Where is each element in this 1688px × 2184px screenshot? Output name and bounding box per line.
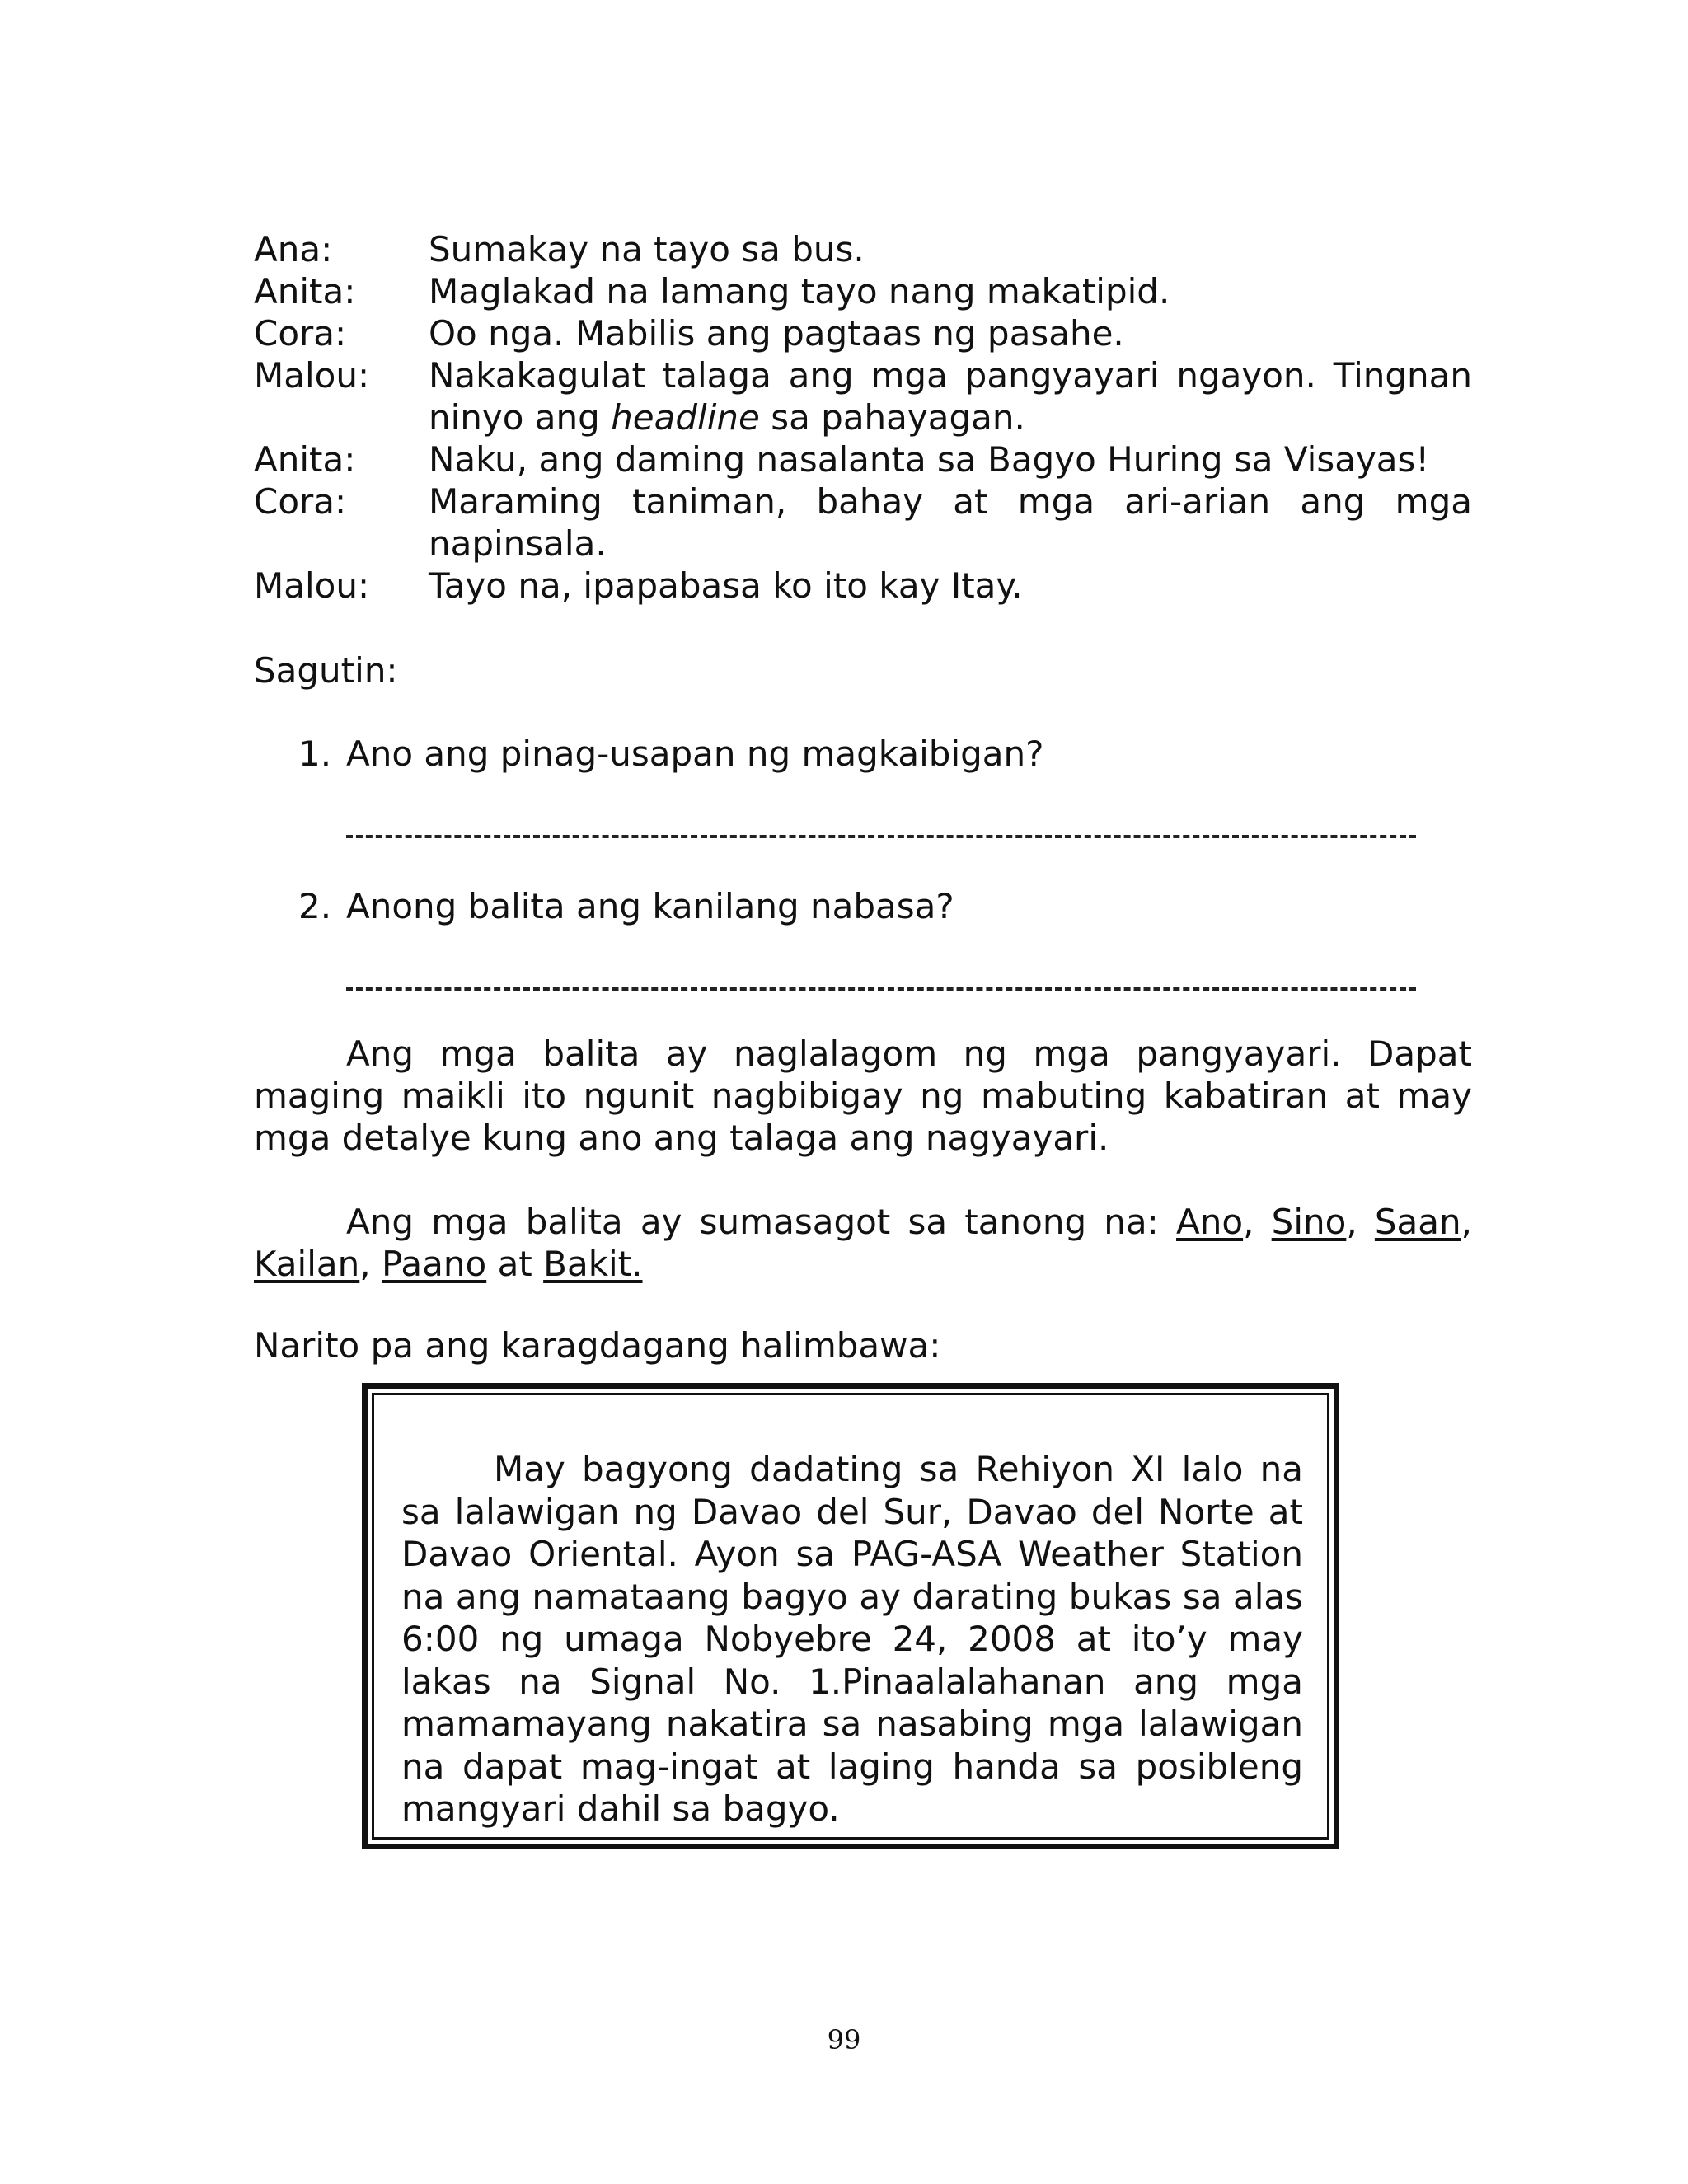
dialogue-text: Naku, ang daming nasalanta sa Bagyo Huring sa Visayas! [429,439,1430,480]
dialogue-text: Tayo na, ipapabasa ko ito kay Itay. [429,565,1023,606]
question-item [298,885,954,927]
news-text-body: May bagyong dadating sa Rehiyon XI lalo na sa lalawigan ng Davao del Sur, Davao del Norte at Davao Oriental. Ayon sa PAG-ASA Weather Station na ang namataang bagyo ay darating bukas sa alas 6:00 ng umaga Nobyebre 24, 2008 at ito’y may lakas na Signal No. 1.Pinaalalahanan ang mga mamamayang nakatira sa nasabing mga lalawigan na dapat mag-ingat at laging handa sa posibleng mangyari dahil sa bagyo. [401,1449,1303,1829]
sagutin-label: Sagutin: [254,650,398,691]
news-example-text [401,1448,1303,1830]
question-word-ano: Ano [1176,1202,1244,1242]
page-number: 99 [827,2024,861,2055]
dialogue-line [254,480,1472,565]
dialogue-line [254,228,1472,270]
question-item [298,733,1043,775]
paragraph-intro: Ang mga balita ay sumasagot sa tanong na: [346,1202,1177,1242]
answer-blank-line[interactable] [346,835,1416,838]
comma-separator: , [359,1244,371,1284]
speaker-name: Anita: [254,439,356,480]
example-intro: Narito pa ang karagdagang halimbawa: [254,1325,941,1366]
speaker-name: Malou: [254,355,370,396]
question-word-paano: Paano [381,1244,487,1284]
news-example-box [362,1383,1339,1849]
dialogue-text: Oo nga. Mabilis ang pagtaas ng pasahe. [429,313,1124,354]
dialogue-line [254,354,1472,438]
question-word-kailan: Kailan [254,1244,360,1284]
paragraph-text: Ang mga balita ay naglalagom ng mga pangyayari. Dapat maging maikli ito ngunit nagbibigay ng mabuting kabatiran at may mga detalye kung ano ang talaga ang nagyayari. [254,1033,1472,1158]
answer-blank-line[interactable] [346,987,1416,991]
dialogue-line [254,565,1472,607]
dialogue-text [429,354,1472,438]
question-word-bakit: Bakit. [543,1244,643,1284]
comma-separator: , [1346,1202,1357,1242]
speaker-name: Cora: [254,313,347,354]
question-number: 2. [298,886,332,926]
question-word-saan: Saan [1374,1202,1461,1242]
news-questions-paragraph [254,1201,1472,1285]
dialogue-text: Sumakay na tayo sa bus. [429,229,865,269]
dialogue [254,228,1472,607]
speaker-name: Malou: [254,565,370,606]
dialogue-text: Maraming taniman, bahay at mga ari-arian ang mga napinsala. [429,481,1472,564]
dialogue-text-end: sa pahayagan. [759,397,1025,438]
comma-separator: , [1461,1202,1473,1242]
speaker-name: Anita: [254,271,356,312]
news-example-inner-border [372,1393,1329,1840]
speaker-name: Ana: [254,229,333,269]
question-text: Anong balita ang kanilang nabasa? [346,886,954,926]
dialogue-line [254,438,1472,480]
speaker-name: Cora: [254,481,347,522]
comma-separator: , [1243,1202,1254,1242]
question-text: Ano ang pinag-usapan ng magkaibigan? [346,733,1044,774]
question-word-sino: Sino [1271,1202,1347,1242]
conjunction: at [497,1244,532,1284]
dialogue-text: Maglakad na lamang tayo nang makatipid. [429,271,1170,312]
headline-word: headline [611,397,760,438]
dialogue-line [254,270,1472,312]
news-definition-paragraph [254,1033,1472,1159]
dialogue-text-start: Nakakagulat talaga ang mga pangyayari ngayon. Tingnan ninyo ang [429,355,1472,438]
dialogue-line [254,312,1472,354]
question-number: 1. [298,733,332,774]
